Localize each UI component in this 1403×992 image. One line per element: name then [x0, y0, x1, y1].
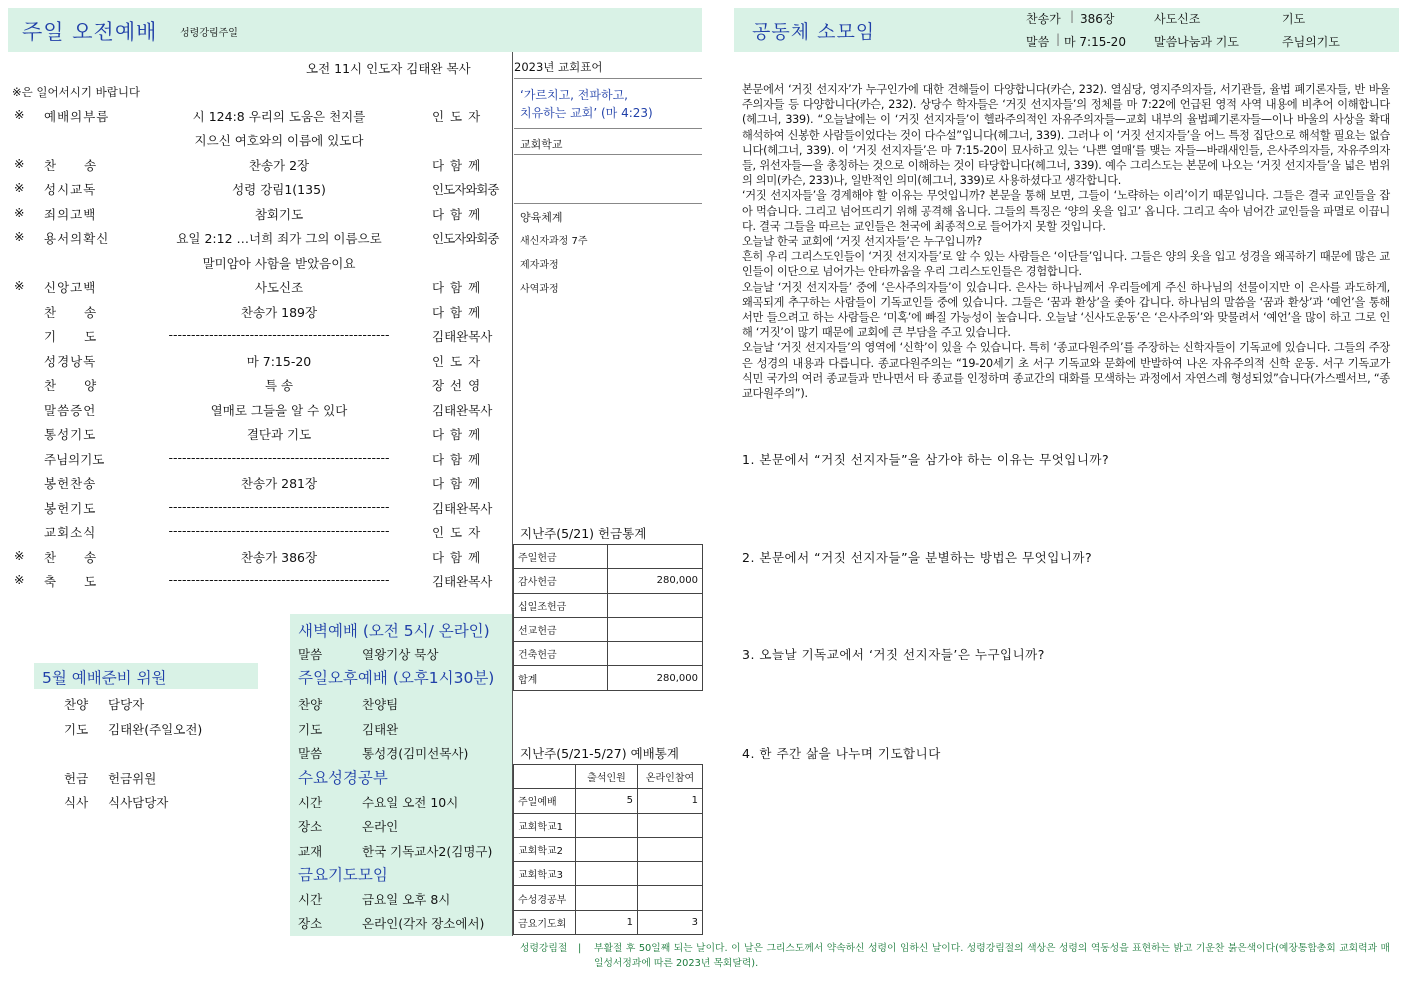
standing-mark: ※ [14, 156, 25, 171]
header-divider: | [1070, 9, 1075, 23]
attendance-present [576, 862, 638, 886]
hymn-value: 386장 [1080, 12, 1115, 26]
order-leader: 다 함 께 [432, 158, 482, 173]
afternoon-value: 김태완 [362, 722, 399, 737]
attendance-present [576, 837, 638, 861]
header-divider: | [1056, 32, 1061, 46]
order-leader: 다 함 께 [432, 427, 482, 442]
order-leader: 인 도 자 [432, 354, 482, 369]
order-item: 봉헌기도 [44, 501, 97, 516]
wednesday-value: 한국 기독교사2(김명구) [362, 844, 493, 859]
discussion-question: 1. 본문에서 “거짓 선지자들”을 삼가야 하는 이유는 무엇입니까? [742, 452, 1110, 467]
offering-name: 주일헌금 [514, 545, 608, 569]
smallgroup-title: 공동체 소모임 [752, 21, 876, 43]
committee-title: 5월 예배준비 위원 [42, 669, 167, 687]
order-content: ------------------------------------------------- [168, 450, 390, 465]
order-row [12, 496, 508, 520]
order-content: 요일 2:12 …너희 죄가 그의 이름으로 [176, 231, 382, 246]
offering-title: 지난주(5/21) 헌금통계 [520, 526, 647, 541]
footer-label: 성령강림절 [520, 943, 568, 954]
prayer-label: 기도 [1282, 12, 1306, 26]
order-leader: 다 함 께 [432, 280, 482, 295]
order-leader: 인 도 자 [432, 109, 482, 124]
afternoon-label: 찬양 [298, 697, 323, 712]
discussion-question: 2. 본문에서 “거짓 선지자들”을 분별하는 방법은 무엇입니까? [742, 550, 1093, 565]
dawn-title: 새벽예배 (오전 5시/ 온라인) [298, 622, 490, 640]
order-item: 용서의확신 [44, 231, 110, 246]
table-row [514, 642, 703, 666]
order-item: 기 도 [44, 329, 98, 344]
order-row [12, 349, 508, 373]
wednesday-label: 시간 [298, 795, 323, 810]
body-paragraph: 오늘날 ‘거짓 선지자들’의 영역에 ‘신학’이 있을 수 있습니다. 특히 ‘종교다원주의’를 주장하는 신학자들이 기독교에 있습니다. 그들의 주장은 성경의 내용과 다릅니다. 종교다원주의는 “19-20세기 초 서구 기독교와 문화에 반발하여 나온 자유주의적 신학 운동. 서구 기독교가 식민 국가의 여러 종교들과 만나면서 타 종교를 인정하며 종교간의 대화를 모색하는 과정에서 자연스레 형성되었”습니다(가스펠서브, “종교다원주의”). [742, 341, 1390, 401]
body-paragraph: ‘거짓 선지자들’을 경계해야 할 이유는 무엇입니까? 본문을 통해 보면, 그들이 ‘노략하는 이리’이기 때문입니다. 그들은 결국 교인들을 잡아 먹습니다. 그리고 넘어뜨리기 위해 공격해 옵니다. 그들의 특징은 ‘양의 옷을 입고’ 옵니다. 그리고 속아 넘어간 교인들을 파멸로 이끕니다. 결국 그들을 따르는 교인들은 천국에 최종적으로 들어가지 못할 것입니다. [742, 189, 1390, 233]
attendance-present: 1 [576, 910, 638, 934]
order-content: 특 송 [264, 378, 294, 393]
wednesday-value: 온라인 [362, 819, 399, 834]
body-paragraph: 본문에서 ‘거짓 선지자’가 누구인가에 대한 견해들이 다양합니다(카슨, 232). 열심당, 영지주의자들, 서기관들, 율법 폐기론자들, 반 바울주의자들 등 다양합니다(카슨, 232). 상당수 학자들은 ‘거짓 선지자들’의 정체를 마 7:22에 언급된 영적 사역 내용에 비추어 이해합니다(헤그너, 339). “오늘날에는 이 ‘거짓 선지자들’이 헬라주의적인 자유주의자들—교회 내부의 율법폐기론자들—이나 바울의 사상을 확대 해석하여 신봉한 사람들이었다는 것이 다수설”입니다(헤그너, 339). 그러나 이 ‘거짓 선지자들’을 어느 특정 집단으로 해석할 필요는 없습니다(헤그너, 339). 이 ‘거짓 선지자들’은 마 7:15-20이 묘사하고 있는 ‘나쁜 열매’를 맺는 자들—바래새인들, 은사주의자들, 자유주의자들, 위선자들—을 총칭하는 것으로 이해하는 것이 타당합니다(헤그너, 339). 예수 그리스도는 본문에 나오는 ‘거짓 선지자들’을 넓은 범위의 의미(카슨, 233)나, 일반적인 의미(헤그너, 339)로 사용하셨다고 생각합니다. [742, 83, 1390, 188]
order-item: 주님의기도 [44, 452, 105, 467]
attendance-name: 교회학교3 [514, 862, 576, 886]
order-content: ------------------------------------------------- [168, 572, 390, 587]
order-row [12, 251, 508, 275]
order-leader: 인도자와회중 [432, 182, 499, 197]
smallgroup-header [734, 8, 1399, 52]
footer-separator: | [578, 943, 582, 954]
order-content: 지으신 여호와의 이름에 있도다 [194, 133, 364, 148]
attendance-name: 수성경공부 [514, 886, 576, 910]
scripture-label: 말씀 [1026, 35, 1050, 49]
order-row [12, 202, 508, 226]
order-leader: 김태완목사 [432, 403, 493, 418]
divider [514, 154, 702, 155]
standing-note: ※은 일어서시기 바랍니다 [12, 85, 141, 99]
table-row [514, 765, 703, 789]
dawn-value: 열왕기상 묵상 [362, 647, 439, 662]
course-item: 사역과정 [520, 284, 559, 295]
attendance-online: 3 [638, 910, 703, 934]
course-item: 새신자과정 7주 [520, 236, 588, 247]
table-row [514, 910, 703, 934]
page-subtitle: 성령강림주일 [180, 28, 238, 39]
motto-line-1: ‘가르치고, 전파하고, [520, 88, 628, 102]
standing-mark: ※ [14, 278, 25, 293]
afternoon-label: 말씀 [298, 746, 323, 761]
offering-amount [608, 545, 703, 569]
order-row [12, 324, 508, 348]
order-row [12, 153, 508, 177]
order-row [12, 104, 508, 128]
dawn-label: 말씀 [298, 647, 323, 662]
attendance-name: 금요기도회 [514, 910, 576, 934]
order-item: 봉헌찬송 [44, 476, 97, 491]
course-item: 제자과정 [520, 260, 559, 271]
offering-amount: 280,000 [608, 569, 703, 593]
committee-value: 김태완(주일오전) [108, 722, 203, 737]
table-row [514, 837, 703, 861]
order-leader: 다 함 께 [432, 305, 482, 320]
hymn-label: 찬송가 [1026, 12, 1061, 26]
order-item: 교회소식 [44, 525, 97, 540]
standing-mark: ※ [14, 229, 25, 244]
afternoon-title: 주일오후예배 (오후1시30분) [298, 669, 495, 687]
attendance-present [576, 886, 638, 910]
table-row [514, 886, 703, 910]
table-row [514, 789, 703, 813]
table-row [514, 666, 703, 690]
attendance-online [638, 862, 703, 886]
order-leader: 다 함 께 [432, 452, 482, 467]
order-content: 결단과 기도 [246, 427, 312, 442]
friday-label: 장소 [298, 916, 323, 931]
committee-label: 식사 [64, 795, 89, 810]
services-panel [290, 614, 512, 936]
order-leader: 다 함 께 [432, 207, 482, 222]
committee-value: 식사담당자 [108, 795, 169, 810]
table-row [514, 593, 703, 617]
order-row [12, 569, 508, 593]
wednesday-title: 수요성경공부 [298, 769, 388, 787]
order-item: 말씀증언 [44, 403, 97, 418]
attendance-name: 교회학교1 [514, 813, 576, 837]
offering-amount: 280,000 [608, 666, 703, 690]
table-row [514, 862, 703, 886]
committee-label: 기도 [64, 722, 89, 737]
order-row [12, 373, 508, 397]
offering-name: 선교헌금 [514, 617, 608, 641]
apostles-creed: 사도신조 [1154, 12, 1201, 26]
attendance-header [514, 765, 576, 789]
standing-mark: ※ [14, 205, 25, 220]
order-content: 마 7:15-20 [246, 354, 312, 369]
offering-amount [608, 593, 703, 617]
standing-mark: ※ [14, 572, 25, 587]
attendance-online [638, 813, 703, 837]
discussion-question: 3. 오늘날 기독교에서 ‘거짓 선지자들’은 누구입니까? [742, 647, 1045, 662]
offering-table [513, 544, 703, 691]
attendance-online [638, 837, 703, 861]
order-item: 찬 양 [44, 378, 98, 393]
order-content: 열매로 그들을 알 수 있다 [210, 403, 348, 418]
committee-value: 헌금위원 [108, 771, 157, 786]
offering-amount [608, 642, 703, 666]
motto-line-2: 치유하는 교회’ (마 4:23) [520, 106, 653, 120]
offering-amount [608, 617, 703, 641]
order-row [12, 447, 508, 471]
friday-title: 금요기도모임 [298, 866, 388, 884]
order-item: 신앙고백 [44, 280, 97, 295]
offering-name: 건축헌금 [514, 642, 608, 666]
divider [514, 128, 702, 129]
committee-label: 찬양 [64, 697, 89, 712]
worship-header [8, 8, 702, 52]
committee-label: 헌금 [64, 771, 89, 786]
order-leader: 김태완목사 [432, 574, 493, 589]
order-content: ------------------------------------------------- [168, 499, 390, 514]
order-row [12, 275, 508, 299]
table-row [514, 813, 703, 837]
order-row [12, 226, 508, 250]
order-content: ------------------------------------------------- [168, 327, 390, 342]
committee-value: 담당자 [108, 697, 145, 712]
scripture-value: 마 7:15-20 [1064, 35, 1126, 49]
order-item: 찬 송 [44, 158, 98, 173]
attendance-name: 주일예배 [514, 789, 576, 813]
order-content: 말미암아 사함을 받았음이요 [202, 256, 356, 271]
attendance-present: 5 [576, 789, 638, 813]
order-content: 찬송가 2장 [248, 158, 310, 173]
sharing-prayer: 말씀나눔과 기도 [1154, 35, 1239, 49]
attendance-name: 교회학교2 [514, 837, 576, 861]
footer-text: 부활절 후 50일째 되는 날이다. 이 날은 그리스도께서 약속하신 성령이 임하신 날이다. 성령강림절의 색상은 성령의 역동성을 표현하는 밝고 기운찬 붉은색이다(예장통합총회 교회력과 매일성서정과에 따른 2023년 목회달력). [594, 943, 1390, 969]
attendance-online [638, 886, 703, 910]
wednesday-value: 수요일 오전 10시 [362, 795, 459, 810]
friday-value: 금요일 오후 8시 [362, 892, 451, 907]
afternoon-value: 통성경(김미선목사) [362, 746, 469, 761]
order-row [12, 520, 508, 544]
order-row [12, 545, 508, 569]
order-content: 참회기도 [254, 207, 304, 222]
order-content: 찬송가 189장 [240, 305, 318, 320]
body-paragraph: 흔히 우리 그리스도인들이 ‘거짓 선지자들’로 알 수 있는 사람들은 ‘이단들’입니다. 그들은 양의 옷을 입고 성경을 왜곡하기 때문에 많은 교인들이 이단으로 넘어가는 안타까움을 우리 그리스도인들은 경험합니다. [742, 250, 1390, 279]
offering-name: 합계 [514, 666, 608, 690]
order-content: 사도신조 [254, 280, 304, 295]
standing-mark: ※ [14, 548, 25, 563]
order-content: 성령 강림1(135) [232, 182, 326, 197]
table-row [514, 545, 703, 569]
offering-name: 십일조헌금 [514, 593, 608, 617]
standing-mark: ※ [14, 180, 25, 195]
afternoon-label: 기도 [298, 722, 323, 737]
attendance-table [513, 764, 703, 935]
friday-value: 온라인(각자 장소에서) [362, 916, 485, 931]
order-row [12, 300, 508, 324]
order-item: 찬 송 [44, 550, 98, 565]
order-item: 죄의고백 [44, 207, 97, 222]
order-row [12, 422, 508, 446]
order-content: 찬송가 386장 [240, 550, 318, 565]
sermon-study-text [742, 82, 1390, 401]
service-leader: 오전 11시 인도자 김태완 목사 [306, 61, 471, 76]
attendance-present [576, 813, 638, 837]
order-leader: 김태완목사 [432, 501, 493, 516]
attendance-online: 1 [638, 789, 703, 813]
lords-prayer: 주님의기도 [1282, 35, 1340, 49]
order-content: 찬송가 281장 [240, 476, 318, 491]
table-row [514, 569, 703, 593]
order-content: ------------------------------------------------- [168, 523, 390, 538]
order-leader: 다 함 께 [432, 476, 482, 491]
divider [514, 203, 702, 204]
attendance-title: 지난주(5/21-5/27) 예배통계 [520, 746, 679, 761]
order-leader: 장 선 영 [432, 378, 482, 393]
standing-mark: ※ [14, 107, 25, 122]
attendance-header: 출석인원 [576, 765, 638, 789]
wednesday-label: 교재 [298, 844, 323, 859]
order-leader: 인도자와회중 [432, 231, 499, 246]
order-leader: 김태완목사 [432, 329, 493, 344]
order-item: 성시교독 [44, 182, 97, 197]
church-school-label: 교회학교 [520, 138, 563, 151]
order-item: 예배의부름 [44, 109, 110, 124]
committee-header [34, 663, 258, 689]
attendance-header: 온라인참여 [638, 765, 703, 789]
order-item: 성경낭독 [44, 354, 97, 369]
wednesday-label: 장소 [298, 819, 323, 834]
order-item: 축 도 [44, 574, 98, 589]
body-paragraph: 오늘날 한국 교회에 ‘거짓 선지자들’은 누구입니까? [742, 235, 982, 249]
table-row [514, 617, 703, 641]
training-label: 양육체계 [520, 211, 563, 224]
offering-name: 감사헌금 [514, 569, 608, 593]
order-content: 시 124:8 우리의 도움은 천지를 [192, 109, 366, 124]
order-leader: 인 도 자 [432, 525, 482, 540]
order-item: 통성기도 [44, 427, 97, 442]
order-row [12, 471, 508, 495]
order-row [12, 177, 508, 201]
order-item: 찬 송 [44, 305, 98, 320]
page-title: 주일 오전예배 [22, 20, 158, 44]
order-leader: 다 함 께 [432, 550, 482, 565]
body-paragraph: 오늘날 ‘거짓 선지자들’ 중에 ‘은사주의자들’이 있습니다. 은사는 하나님께서 우리들에게 주신 하나님의 선물이지만 이 은사를 과도하게, 왜곡되게 추구하는 사람들이 기독교인들 중에 있습니다. 그들은 ‘꿈과 환상’을 좇아 갑니다. 하나님의 말씀을 ‘꿈과 환상’과 ‘예언’을 통해서만 들으려고 하는 사람들은 ‘미혹’에 빠질 가능성이 높습니다. 오늘날 ‘신사도운동’은 ‘은사주의’와 맞물려서 ‘예언’을 많이 하고 그로 인해 ‘거짓’이 많기 때문에 교회에 큰 부담을 주고 있습니다. [742, 280, 1390, 340]
motto-year: 2023년 교회표어 [514, 60, 603, 74]
divider [514, 78, 702, 79]
afternoon-value: 찬양팀 [362, 697, 399, 712]
order-row [12, 398, 508, 422]
friday-label: 시간 [298, 892, 323, 907]
discussion-question: 4. 한 주간 삶을 나누며 기도합니다 [742, 746, 941, 761]
order-row [12, 128, 508, 152]
